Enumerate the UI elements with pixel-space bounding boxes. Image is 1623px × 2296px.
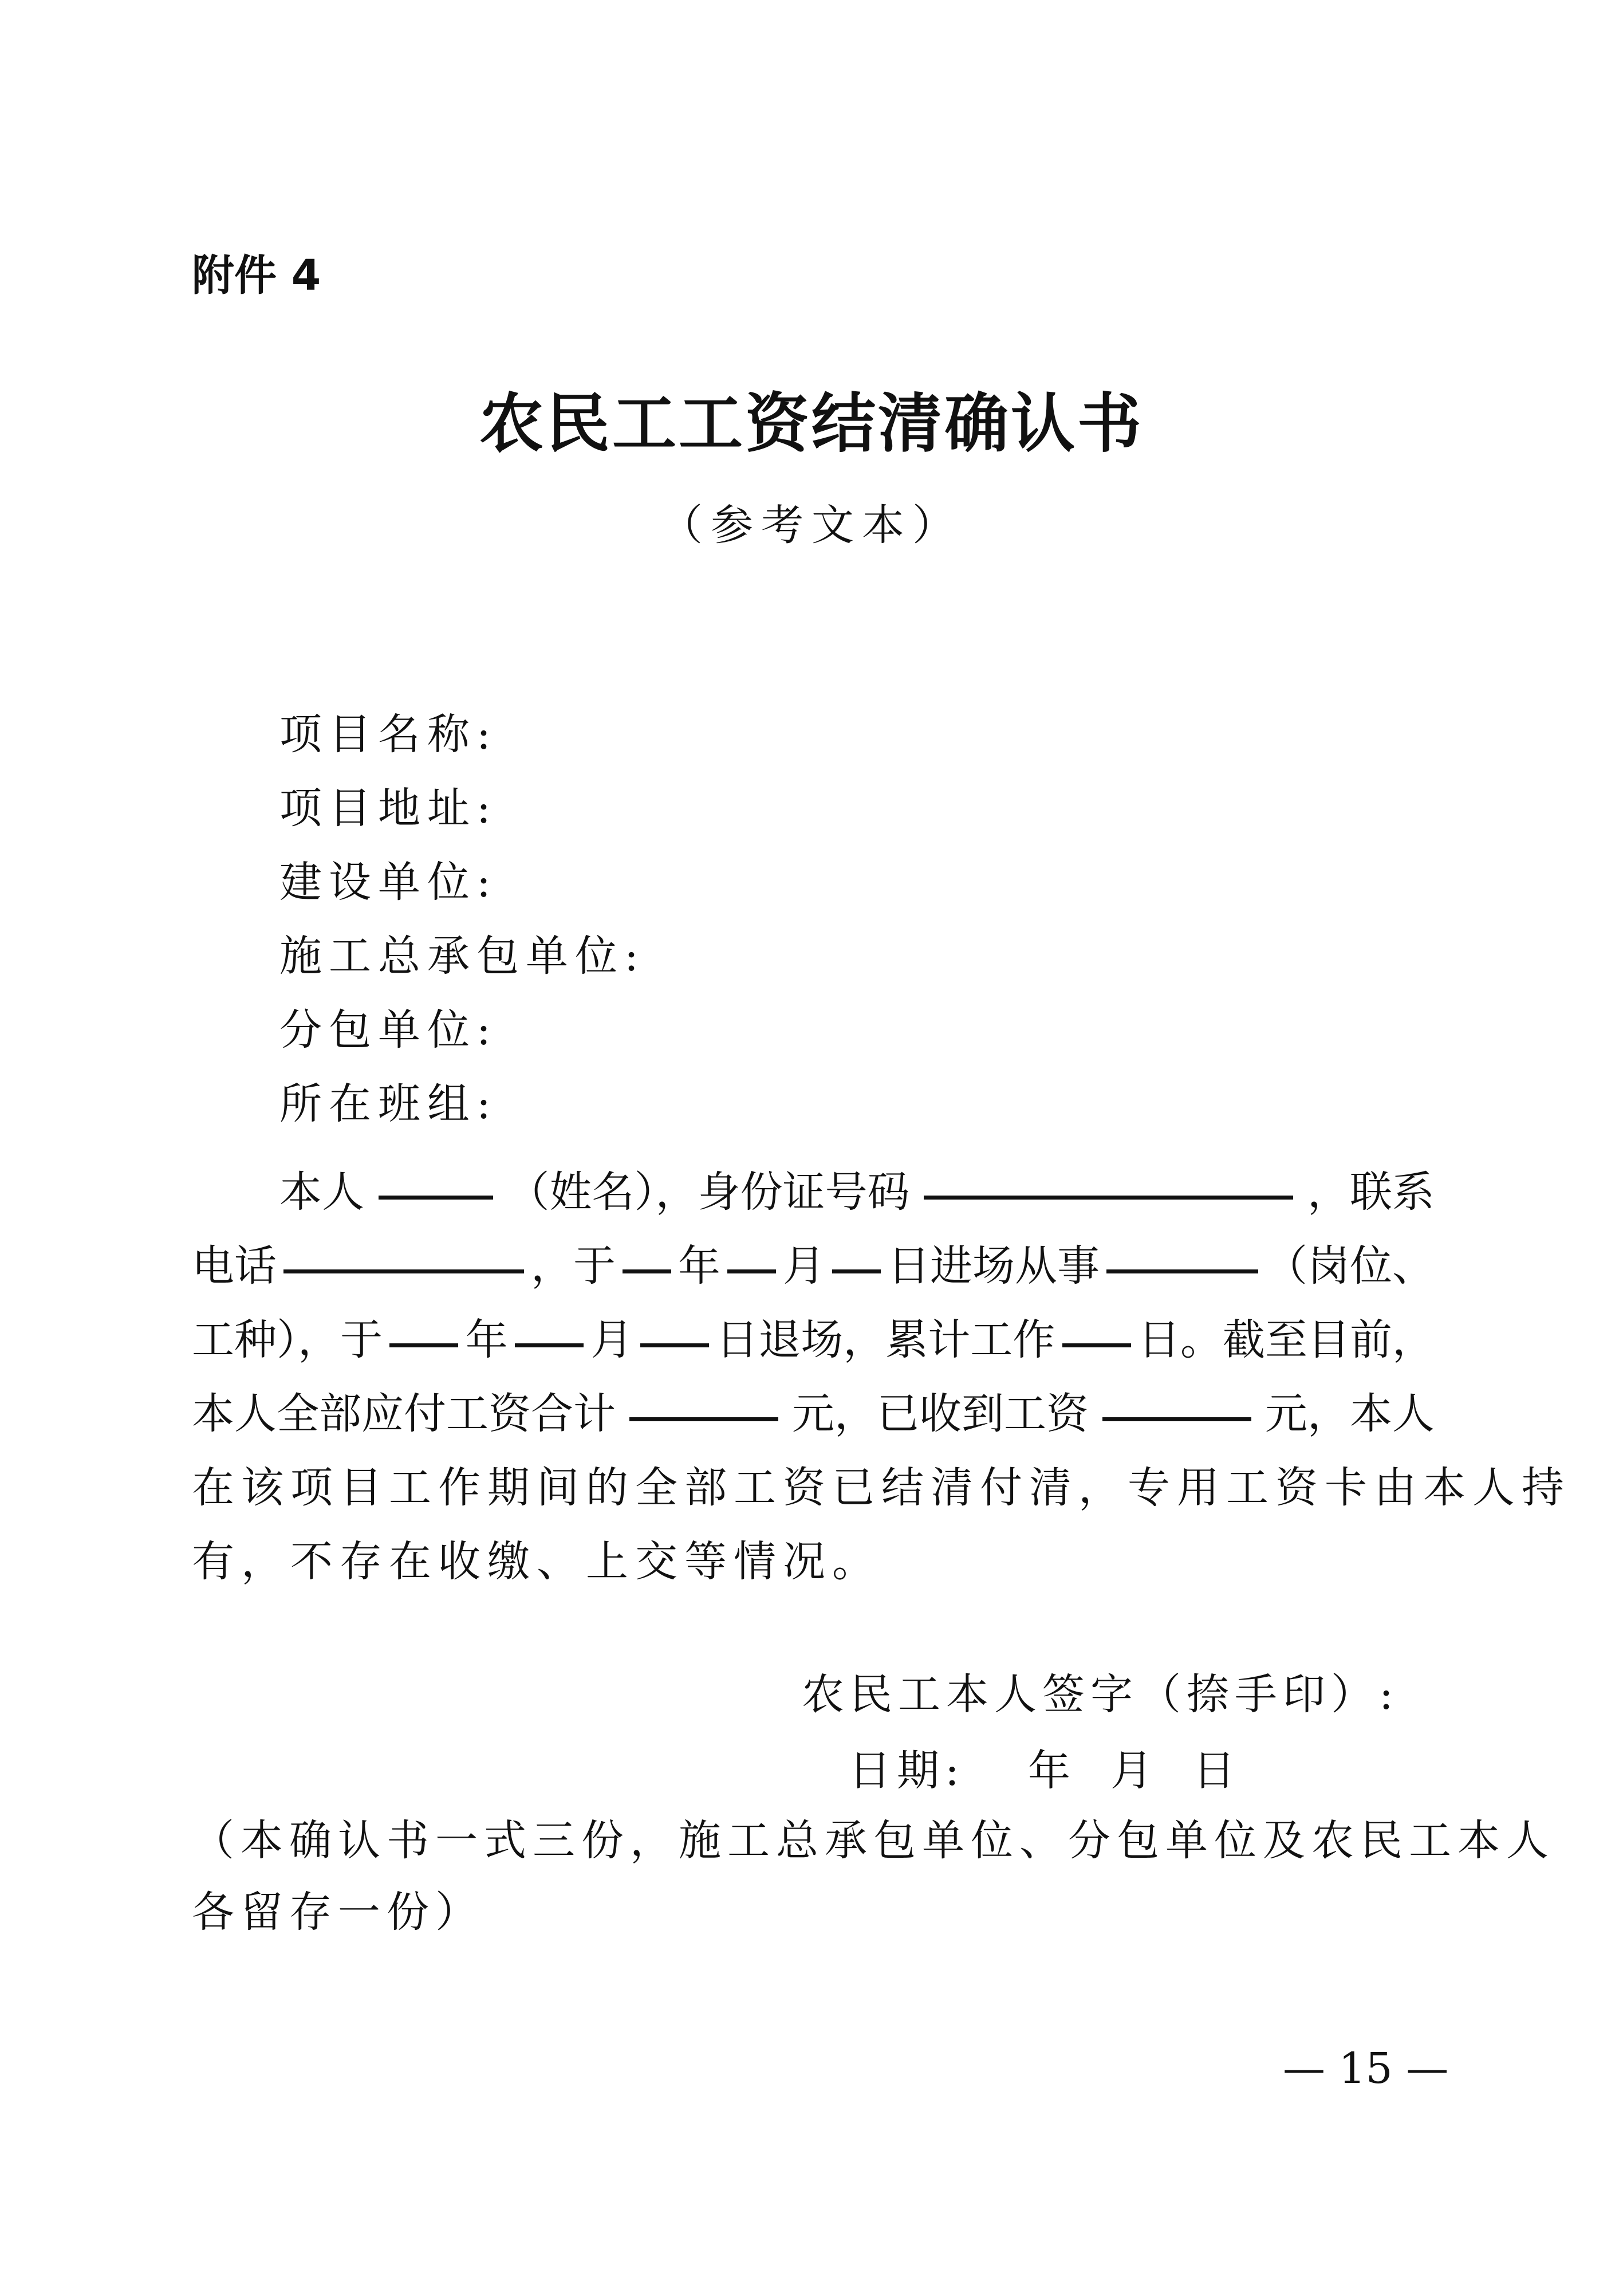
text-segment: （岗位、 bbox=[1265, 1241, 1435, 1291]
exit-year-blank bbox=[389, 1303, 458, 1347]
text-segment: 元，本人 bbox=[1265, 1389, 1435, 1438]
confirmation-paragraph bbox=[192, 1155, 1571, 1599]
text-segment: 本人全部应付工资合计 bbox=[192, 1389, 616, 1438]
date-month: 月 bbox=[1110, 1746, 1159, 1795]
document-subtitle: （参考文本） bbox=[660, 501, 963, 550]
work-days-blank bbox=[1062, 1303, 1131, 1347]
field-work-team: 所在班组: bbox=[279, 1079, 498, 1129]
field-project-name: 项目名称: bbox=[279, 710, 498, 759]
phone-blank bbox=[283, 1229, 524, 1273]
text-segment: 本人 bbox=[279, 1167, 364, 1217]
text-segment: 日。截至目前， bbox=[1138, 1315, 1435, 1365]
paragraph-line-3 bbox=[192, 1303, 1435, 1377]
exit-month-blank bbox=[515, 1303, 584, 1347]
wage-received-blank bbox=[1102, 1377, 1251, 1421]
attachment-label: 附件 4 bbox=[192, 251, 321, 300]
text-segment: 工种），于 bbox=[192, 1315, 383, 1365]
text-segment: 月 bbox=[590, 1315, 633, 1365]
text-segment: （姓名），身份证号码 bbox=[507, 1167, 910, 1217]
text-segment: ，联系 bbox=[1307, 1167, 1435, 1217]
text-segment: 元，已收到工资 bbox=[792, 1389, 1089, 1438]
exit-day-blank bbox=[640, 1303, 709, 1347]
date-day: 日 bbox=[1192, 1746, 1241, 1795]
name-blank bbox=[379, 1155, 493, 1200]
entry-day-blank bbox=[832, 1229, 881, 1273]
field-general-contractor: 施工总承包单位: bbox=[279, 931, 645, 981]
paragraph-line-5: 在该项目工作期间的全部工资已结清付清，专用工资卡由本人持 bbox=[192, 1463, 1571, 1512]
copies-note bbox=[192, 1805, 1555, 1948]
signature-label: 农民工本人签字（捺手印）: bbox=[802, 1670, 1399, 1719]
page-number: — 15 — bbox=[1283, 2044, 1449, 2093]
field-project-address: 项目地址: bbox=[279, 784, 498, 833]
paragraph-line-4 bbox=[192, 1377, 1435, 1451]
position-blank bbox=[1106, 1229, 1258, 1273]
paragraph-line-6: 有，不存在收缴、上交等情况。 bbox=[192, 1537, 881, 1586]
wage-payable-blank bbox=[629, 1377, 778, 1421]
field-subcontractor: 分包单位: bbox=[279, 1005, 498, 1055]
text-segment: 日退场，累计工作 bbox=[716, 1315, 1055, 1365]
date-year: 年 bbox=[1027, 1746, 1076, 1795]
paragraph-line-1 bbox=[192, 1155, 1435, 1229]
document-title: 农民工工资结清确认书 bbox=[479, 387, 1144, 461]
paragraph-line-2 bbox=[192, 1229, 1435, 1303]
text-segment: 日进场从事 bbox=[888, 1241, 1100, 1291]
text-segment: 电话 bbox=[192, 1241, 277, 1291]
text-segment: ，于 bbox=[531, 1241, 616, 1291]
date-label: 日期: bbox=[849, 1746, 965, 1795]
signature-date bbox=[849, 1737, 1241, 1798]
note-line-2: 各留存一份） bbox=[192, 1888, 484, 1937]
note-line-1: （本确认书一式三份，施工总承包单位、分包单位及农民工本人 bbox=[192, 1816, 1555, 1865]
field-construction-unit: 建设单位: bbox=[279, 858, 498, 907]
text-segment: 年 bbox=[678, 1241, 720, 1291]
entry-year-blank bbox=[623, 1229, 671, 1273]
text-segment: 月 bbox=[783, 1241, 825, 1291]
id-number-blank bbox=[924, 1155, 1293, 1200]
entry-month-blank bbox=[727, 1229, 776, 1273]
project-fields bbox=[279, 698, 645, 1141]
text-segment: 年 bbox=[465, 1315, 508, 1365]
